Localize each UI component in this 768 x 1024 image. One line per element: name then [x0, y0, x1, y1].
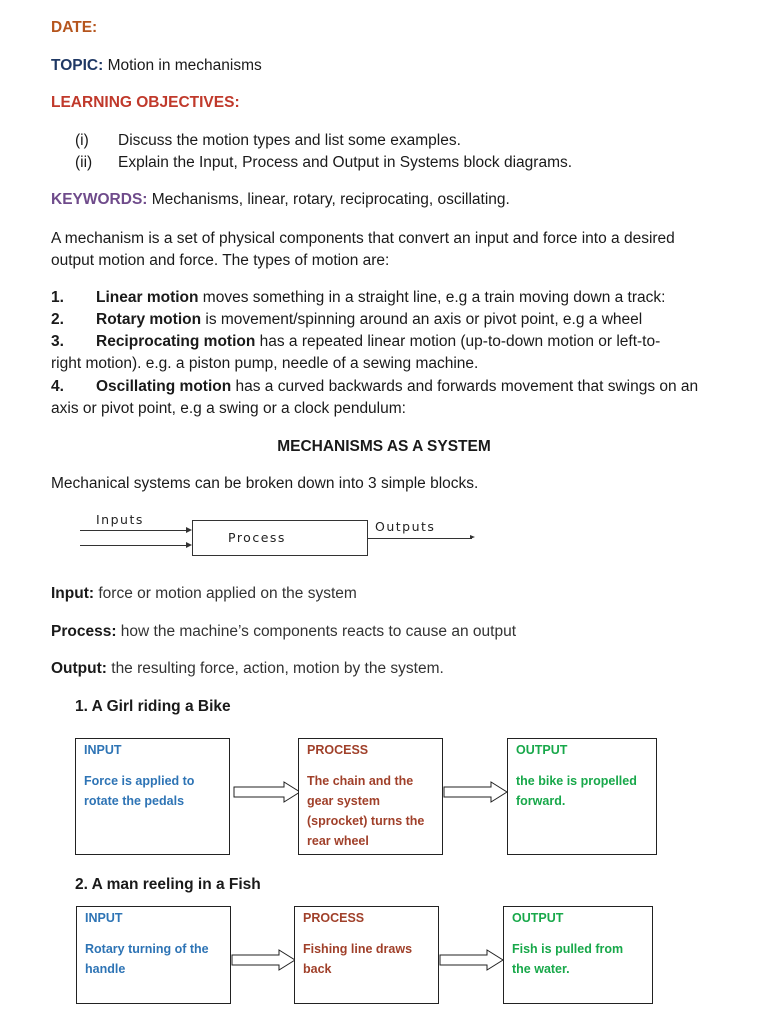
- motion-item: [51, 333, 660, 351]
- output-box-title: OUTPUT: [512, 911, 564, 925]
- flow-arrow-icon: [231, 948, 297, 972]
- example-title: 1. A Girl riding a Bike: [75, 698, 231, 715]
- example2-output-box: [503, 906, 653, 1004]
- output-term: Output:: [51, 660, 107, 677]
- example1-output-box: [507, 738, 657, 855]
- date-label: DATE:: [51, 19, 98, 36]
- topic-line: [51, 57, 262, 75]
- diagram-outputs-label: Outputs: [375, 519, 436, 534]
- process-text: how the machine’s components reacts to cause an output: [116, 623, 516, 640]
- topic-value: Motion in mechanisms: [107, 57, 262, 74]
- diagram-process-label: Process: [228, 530, 286, 545]
- input-box-title: INPUT: [84, 743, 122, 757]
- output-text: the resulting force, action, motion by the system.: [106, 660, 444, 677]
- objectives-label: LEARNING OBJECTIVES:: [51, 94, 240, 111]
- example2-process-box: [294, 906, 439, 1004]
- motion-desc: has a repeated linear motion (up-to-down motion or left-to-: [255, 333, 661, 350]
- output-definition: [51, 660, 444, 678]
- motion-name: Linear motion: [96, 289, 199, 306]
- motion-continuation: axis or pivot point, e.g a swing or a clock pendulum:: [51, 400, 406, 417]
- objective-item: [75, 132, 461, 150]
- example1-process-box: [298, 738, 443, 855]
- intro-line: output motion and force. The types of motion are:: [51, 252, 390, 269]
- section-heading: MECHANISMS AS A SYSTEM: [277, 438, 491, 455]
- keywords-line: [51, 191, 510, 209]
- input-arrow: [80, 530, 188, 531]
- output-box-text: Fish is pulled from the water.: [512, 942, 624, 976]
- flow-arrow-icon: [232, 780, 302, 804]
- diagram-inputs-label: Inputs: [96, 512, 144, 527]
- process-box-title: PROCESS: [303, 911, 365, 925]
- motion-number: 1.: [51, 289, 64, 306]
- keywords-label: KEYWORDS:: [51, 191, 148, 208]
- objective-item: [75, 154, 572, 172]
- motion-number: 3.: [51, 333, 64, 350]
- motion-desc: moves something in a straight line, e.g a train moving down a track:: [198, 289, 666, 306]
- motion-name: Oscillating motion: [96, 378, 232, 395]
- process-definition: [51, 623, 516, 641]
- arrowhead-icon: [470, 535, 475, 539]
- intro-line: A mechanism is a set of physical components that convert an input and force into a desired: [51, 230, 675, 247]
- input-arrow: [80, 545, 188, 546]
- motion-number: 4.: [51, 378, 64, 395]
- process-term: Process:: [51, 623, 117, 640]
- keywords-value: Mechanisms, linear, rotary, reciprocating, oscillating.: [151, 191, 510, 208]
- motion-item: [51, 311, 642, 329]
- topic-label: TOPIC:: [51, 57, 104, 74]
- objective-number: (i): [75, 132, 89, 149]
- output-box-title: OUTPUT: [516, 743, 568, 757]
- input-definition: [51, 585, 357, 603]
- flow-arrow-icon: [443, 780, 509, 804]
- objective-text: Discuss the motion types and list some examples.: [118, 132, 461, 149]
- input-box-text: Force is applied to rotate the pedals: [84, 774, 195, 808]
- flow-arrow-icon: [439, 948, 505, 972]
- motion-item: [51, 289, 665, 307]
- process-box-text: Fishing line draws back: [303, 942, 413, 976]
- motion-name: Rotary motion: [96, 311, 202, 328]
- motion-continuation: right motion). e.g. a piston pump, needle of a sewing machine.: [51, 355, 479, 372]
- motion-item: [51, 378, 698, 396]
- systems-intro: Mechanical systems can be broken down into 3 simple blocks.: [51, 475, 479, 492]
- process-box-text: The chain and the gear system (sprocket) turns the rear wheel: [307, 774, 425, 848]
- input-box-title: INPUT: [85, 911, 123, 925]
- motion-name: Reciprocating motion: [96, 333, 256, 350]
- motion-desc: has a curved backwards and forwards movement that swings on an: [231, 378, 699, 395]
- input-text: force or motion applied on the system: [94, 585, 357, 602]
- objective-text: Explain the Input, Process and Output in Systems block diagrams.: [118, 154, 573, 171]
- motion-number: 2.: [51, 311, 64, 328]
- example1-input-box: [75, 738, 230, 855]
- example-title: 2. A man reeling in a Fish: [75, 876, 261, 893]
- output-box-text: the bike is propelled forward.: [516, 774, 637, 808]
- example2-input-box: [76, 906, 231, 1004]
- motion-desc: is movement/spinning around an axis or pivot point, e.g a wheel: [201, 311, 643, 328]
- objective-number: (ii): [75, 154, 93, 171]
- output-arrow: [367, 538, 472, 539]
- input-term: Input:: [51, 585, 95, 602]
- input-box-text: Rotary turning of the handle: [85, 942, 209, 976]
- process-box-title: PROCESS: [307, 743, 369, 757]
